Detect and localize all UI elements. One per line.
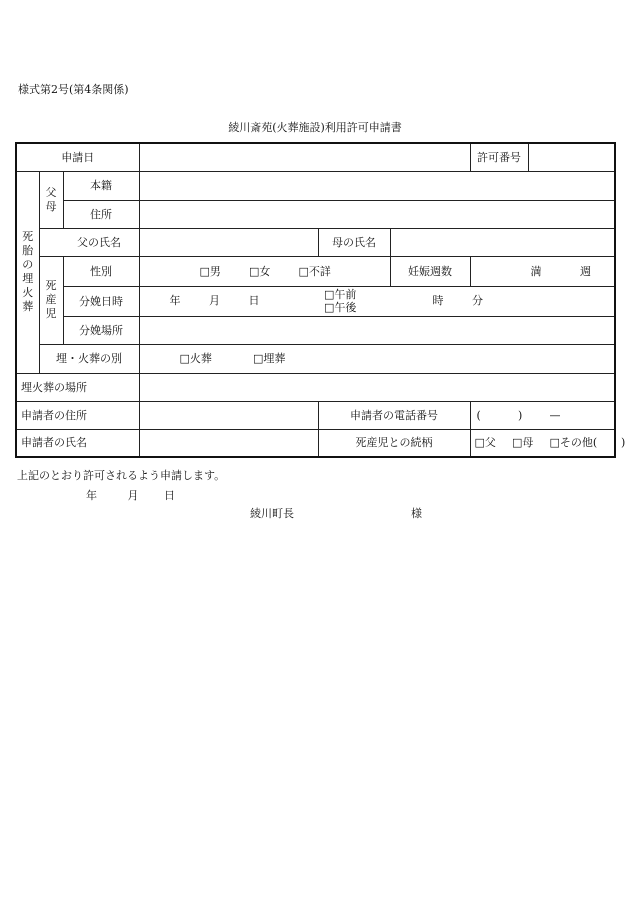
footer-day: 日 bbox=[164, 489, 175, 502]
am-option[interactable]: □午前 bbox=[324, 288, 357, 301]
delivery-day: 日 bbox=[248, 294, 260, 307]
gestation-week: 週 bbox=[580, 264, 592, 278]
sex-option-unknown[interactable]: □不詳 bbox=[298, 264, 331, 278]
honseki-field[interactable] bbox=[139, 171, 615, 200]
burial-place-field[interactable] bbox=[139, 373, 615, 401]
delivery-minute: 分 bbox=[472, 294, 484, 307]
phone-open-paren: ( bbox=[476, 408, 481, 422]
mother-name-label: 母の氏名 bbox=[318, 228, 390, 256]
burial-option-burial[interactable]: □埋葬 bbox=[253, 352, 286, 365]
application-statement: 上記のとおり許可されるよう申請します。 bbox=[17, 469, 226, 482]
gestation-field[interactable] bbox=[470, 256, 615, 286]
application-date-label: 申請日 bbox=[16, 143, 139, 171]
group-child-label bbox=[39, 256, 63, 344]
burial-option-cremation[interactable]: □火葬 bbox=[179, 352, 212, 365]
delivery-month: 月 bbox=[209, 294, 221, 307]
delivery-datetime-label: 分娩日時 bbox=[63, 286, 139, 316]
applicant-address-label: 申請者の住所 bbox=[16, 401, 139, 429]
group-child-char: 児 bbox=[45, 307, 57, 320]
relation-option-other[interactable]: □その他( bbox=[549, 436, 598, 450]
mother-name-field[interactable] bbox=[390, 228, 615, 256]
applicant-name-field[interactable] bbox=[139, 429, 318, 457]
application-date-field[interactable] bbox=[139, 143, 470, 171]
applicant-address-field[interactable] bbox=[139, 401, 318, 429]
father-name-label-text: 父の氏名 bbox=[77, 235, 122, 249]
sex-option-male[interactable]: □男 bbox=[199, 264, 221, 278]
section-stillbirth-char: 胎 bbox=[22, 244, 34, 257]
delivery-year: 年 bbox=[169, 294, 181, 307]
burial-type-label: 埋・火葬の別 bbox=[39, 344, 139, 373]
sex-options bbox=[139, 256, 390, 286]
section-stillbirth-char: 死 bbox=[22, 230, 34, 243]
section-stillbirth-char: の bbox=[22, 258, 34, 271]
section-stillbirth-char: 葬 bbox=[22, 300, 34, 313]
addressee-honorific: 様 bbox=[411, 507, 422, 520]
applicant-phone-field[interactable] bbox=[470, 401, 615, 429]
applicant-phone-label: 申請者の電話番号 bbox=[318, 401, 470, 429]
honseki-label: 本籍 bbox=[63, 171, 139, 200]
permit-number-label: 許可番号 bbox=[470, 143, 528, 171]
permit-number-field[interactable] bbox=[528, 143, 615, 171]
address-field[interactable] bbox=[139, 200, 615, 228]
sex-option-female[interactable]: □女 bbox=[249, 264, 271, 278]
section-stillbirth-char: 火 bbox=[22, 286, 34, 299]
father-name-field[interactable] bbox=[139, 228, 318, 256]
delivery-place-label: 分娩場所 bbox=[63, 316, 139, 344]
delivery-place-field[interactable] bbox=[139, 316, 615, 344]
sex-label: 性別 bbox=[63, 256, 139, 286]
relation-options bbox=[470, 429, 626, 457]
group-parents-char: 母 bbox=[45, 199, 57, 213]
section-stillbirth-char: 埋 bbox=[22, 272, 34, 285]
delivery-hour: 時 bbox=[432, 294, 444, 307]
group-child-char: 産 bbox=[45, 293, 57, 306]
applicant-name-label: 申請者の氏名 bbox=[16, 429, 139, 457]
burial-place-label: 埋火葬の場所 bbox=[16, 373, 139, 401]
footer-year: 年 bbox=[86, 489, 97, 502]
burial-type-options bbox=[139, 344, 615, 373]
delivery-datetime-field[interactable] bbox=[139, 286, 615, 316]
application-table bbox=[15, 142, 626, 458]
relation-label: 死産児との続柄 bbox=[318, 429, 470, 457]
phone-close-paren: ) bbox=[518, 408, 523, 422]
pm-option[interactable]: □午後 bbox=[324, 301, 357, 314]
group-parents-char: 父 bbox=[45, 185, 57, 199]
section-stillbirth-label bbox=[16, 171, 39, 373]
form-title: 綾川斎苑(火葬施設)利用許可申請書 bbox=[228, 121, 402, 134]
gestation-label: 妊娠週数 bbox=[390, 256, 470, 286]
addressee-mayor: 綾川町長 bbox=[250, 507, 294, 520]
footer-date bbox=[86, 487, 175, 503]
relation-option-father[interactable]: □父 bbox=[474, 436, 496, 450]
father-name-label bbox=[39, 228, 139, 256]
footer-month: 月 bbox=[127, 489, 139, 502]
address-label: 住所 bbox=[63, 200, 139, 228]
gestation-full: 満 bbox=[530, 264, 542, 278]
phone-dash: — bbox=[549, 408, 561, 422]
am-pm-options bbox=[324, 288, 429, 314]
group-parents-label bbox=[39, 171, 63, 228]
relation-option-mother[interactable]: □母 bbox=[512, 436, 534, 450]
group-child-char: 死 bbox=[45, 279, 57, 292]
relation-close-paren: ) bbox=[621, 436, 626, 450]
form-number: 様式第2号(第4条関係) bbox=[18, 83, 129, 96]
